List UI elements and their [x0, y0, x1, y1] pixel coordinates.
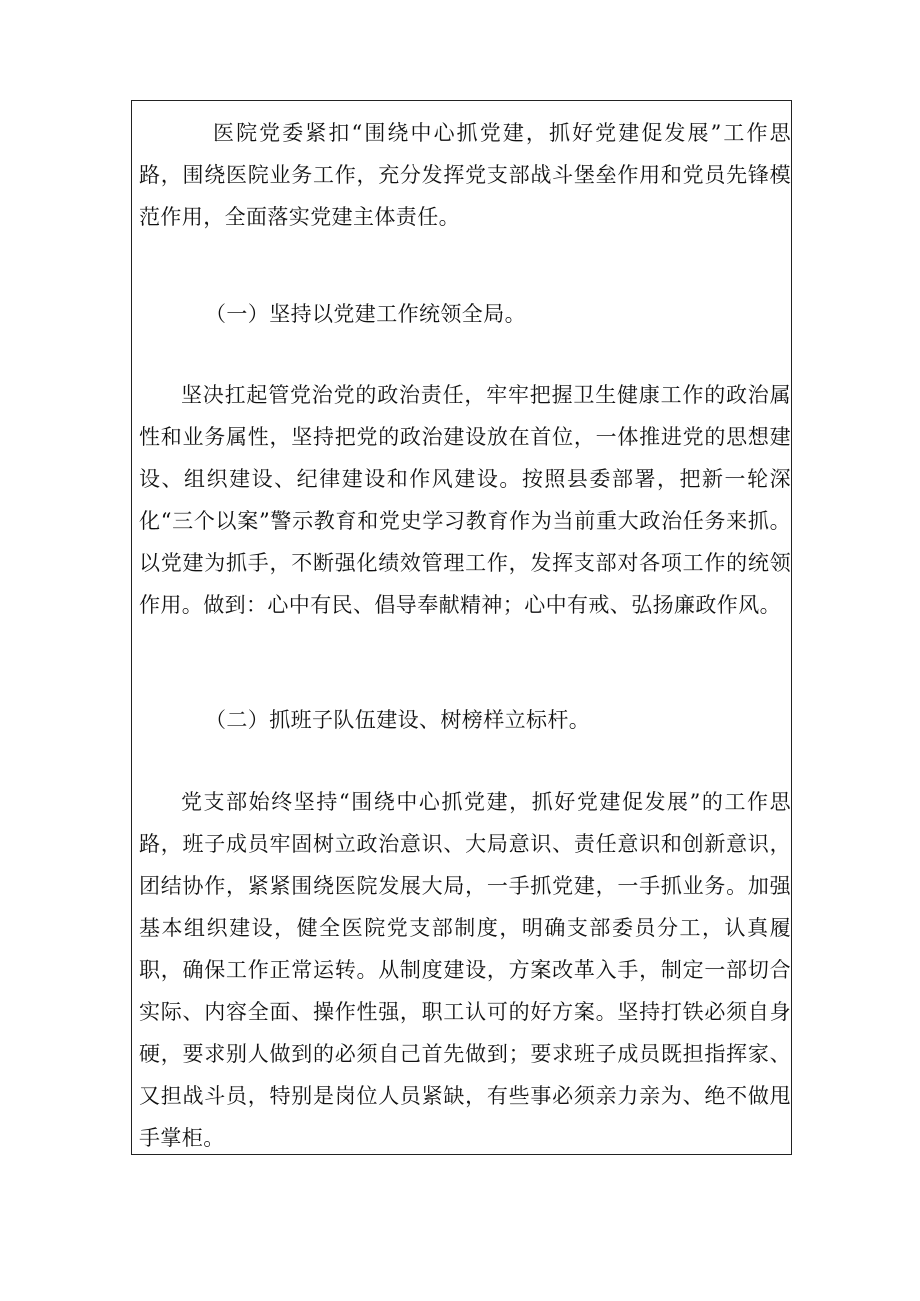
intro-paragraph: 医院党委紧扣“围绕中心抓党建，抓好党建促发展”工作思路，围绕医院业务工作，充分发挥党支部战斗堡垒作用和党员先锋模范作用，全面落实党建主体责任。 [139, 121, 791, 229]
section-body-2: 党支部始终坚持“围绕中心抓党建，抓好党建促发展”的工作思路，班子成员牢固树立政治意识、大局意识、责任意识和创新意识，团结协作，紧紧围绕医院发展大局，一手抓党建，一手抓业务。加强基本组织建设，健全医院党支部制度，明确支部委员分工，认真履职，确保工作正常运转。从制度建设，方案改革入手，制定一部切合实际、内容全面、操作性强，职工认可的好方案。坚持打铁必须自身硬，要求别人做到的必须自己首先做到；要求班子成员既担指挥家、又担战斗员，特别是岗位人员紧缺，有些事必须亲力亲为、绝不做甩手掌柜。 [139, 790, 791, 1150]
section-heading-2: （二）抓班子队伍建设、树榜样立标杆。 [205, 708, 591, 732]
section-heading-1: （一）坚持以党建工作统领全局。 [205, 302, 526, 326]
section-body-1: 坚决扛起管党治党的政治责任，牢牢把握卫生健康工作的政治属性和业务属性，坚持把党的政治建设放在首位，一体推进党的思想建设、组织建设、纪律建设和作风建设。按照县委部署，把新一轮深化“三个以案”警示教育和党史学习教育作为当前重大政治任务来抓。以党建为抓手，不断强化绩效管理工作，发挥支部对各项工作的统领作用。做到：心中有民、倡导奉献精神；心中有戒、弘扬廉政作风。 [139, 383, 791, 617]
